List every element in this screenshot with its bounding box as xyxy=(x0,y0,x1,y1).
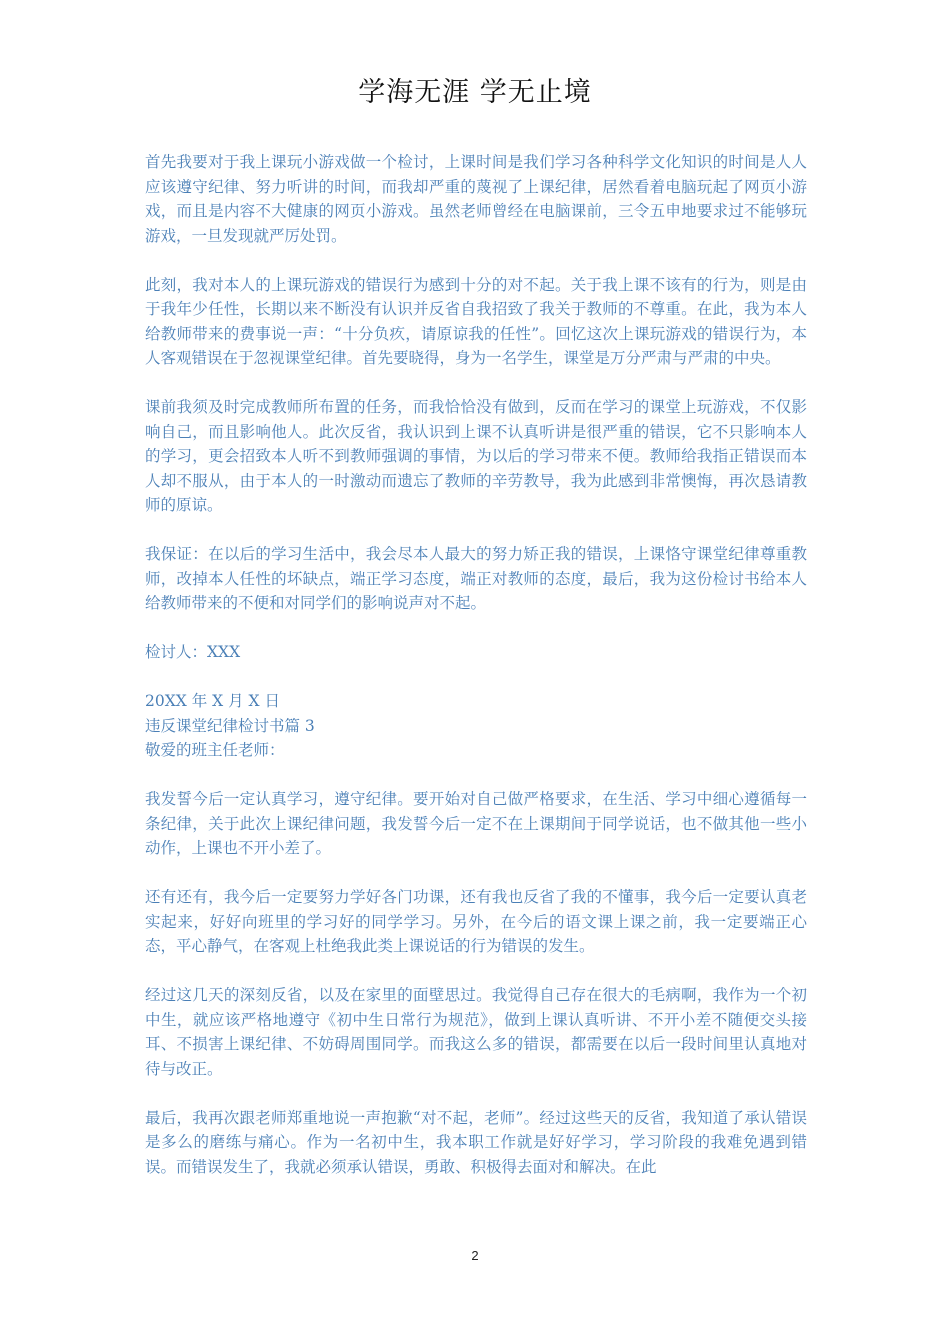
page-number: 2 xyxy=(471,1248,479,1263)
document-body xyxy=(145,150,807,1179)
paragraph: 我保证：在以后的学习生活中，我会尽本人最大的努力矫正我的错误，上课恪守课堂纪律尊重教师，改掉本人任性的坏缺点，端正学习态度，端正对教师的态度，最后，我为这份检讨书给本人给教师带来的不便和对同学们的影响说声对不起。 xyxy=(145,545,807,612)
paragraph: 此刻，我对本人的上课玩游戏的错误行为感到十分的对不起。关于我上课不该有的行为，则是由于我年少任性，长期以来不断没有认识并反省自我招致了我关于教师的不尊重。在此，我为本人给教师带来的费事说一声：“十分负疚，请原谅我的任性”。回忆这次上课玩游戏的错误行为，本人客观错误在于忽视课堂纪律。首先要晓得，身为一名学生，课堂是万分严肃与严肃的中央。 xyxy=(145,275,807,367)
paragraph: 首先我要对于我上课玩小游戏做一个检讨，上课时间是我们学习各种科学文化知识的时间是人人应该遵守纪律、努力听讲的时间，而我却严重的蔑视了上课纪律，居然看着电脑玩起了网页小游戏，而且是内容不大健康的网页小游戏。虽然老师曾经在电脑课前，三令五申地要求过不能够玩游戏，一旦发现就严厉处罚。 xyxy=(145,153,807,245)
section-title: 违反课堂纪律检讨书篇 3 xyxy=(145,716,315,735)
salutation: 敬爱的班主任老师： xyxy=(145,741,285,759)
paragraph: 还有还有，我今后一定要努力学好各门功课，还有我也反省了我的不懂事，我今后一定要认真老实起来，好好向班里的学习好的同学学习。另外，在今后的语文课上课之前，我一定要端正心态，平心静气，在客观上杜绝我此类上课说话的行为错误的发生。 xyxy=(145,888,807,955)
paragraph: 最后，我再次跟老师郑重地说一声抱歉“对不起，老师”。经过这些天的反省，我知道了承认错误是多么的磨练与痛心。作为一名初中生，我本职工作就是好好学习，学习阶段的我难免遇到错误。而错误发生了，我就必须承认错误，勇敢、积极得去面对和解决。在此 xyxy=(145,1108,807,1176)
date-line: 20XX 年 X 月 X 日 xyxy=(145,692,280,710)
paragraph: 我发誓今后一定认真学习，遵守纪律。要开始对自己做严格要求，在生活、学习中细心遵循每一条纪律，关于此次上课纪律问题，我发誓今后一定不在上课期间于同学说话，也不做其他一些小动作，上课也不开小差了。 xyxy=(145,790,807,857)
page-header-title: 学海无涯 学无止境 xyxy=(358,77,592,108)
paragraph: 经过这几天的深刻反省，以及在家里的面壁思过。我觉得自己存在很大的毛病啊，我作为一个初中生，就应该严格地遵守《初中生日常行为规范》，做到上课认真听讲、不开小差不随便交头接耳、不损害上课纪律、不妨碍周围同学。而我这么多的错误，都需要在以后一段时间里认真地对待与改正。 xyxy=(145,986,807,1078)
paragraph: 课前我须及时完成教师所布置的任务，而我恰恰没有做到，反而在学习的课堂上玩游戏，不仅影响自己，而且影响他人。此次反省，我认识到上课不认真听讲是很严重的错误，它不只影响本人的学习，更会招致本人听不到教师强调的事情，为以后的学习带来不便。教师给我指正错误而本人却不服从，由于本人的一时激动而遗忘了教师的辛劳教导，我为此感到非常懊悔，再次恳请教师的原谅。 xyxy=(145,398,807,514)
signature: 检讨人：XXX xyxy=(145,643,241,661)
